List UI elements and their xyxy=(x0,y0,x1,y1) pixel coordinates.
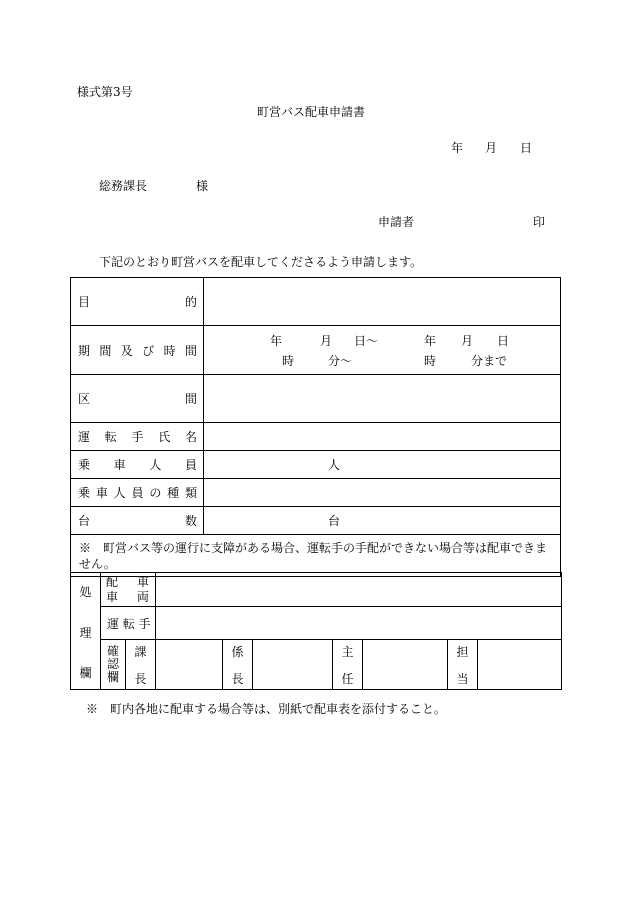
period-year2: 年 xyxy=(424,334,437,348)
period-year1: 年 xyxy=(270,334,283,348)
tanto-label xyxy=(448,640,478,690)
tanto-stamp-field[interactable] xyxy=(478,640,562,690)
label-char: 台 xyxy=(78,514,91,528)
period-min1: 分～ xyxy=(328,354,353,368)
shunin-label xyxy=(333,640,363,690)
label-char: 担 xyxy=(456,644,469,659)
label-char: 車 xyxy=(106,589,119,604)
label-char: 処 xyxy=(79,585,92,599)
vehicle-label xyxy=(101,573,156,607)
label-char: 課 xyxy=(134,644,147,659)
seal-mark: 印 xyxy=(533,215,546,229)
period-day1: 日～ xyxy=(354,334,379,348)
notice-text: ※ 町営バス等の運行に支障がある場合、運転手の手配ができない場合等は配車できません。 xyxy=(71,535,561,577)
application-table xyxy=(70,277,561,577)
period-month2: 月 xyxy=(461,334,474,348)
purpose-field[interactable] xyxy=(204,278,561,326)
label-char: の xyxy=(149,486,162,500)
date-year-label: 年 xyxy=(451,141,464,155)
label-char: 両 xyxy=(136,589,149,604)
label-char: 乗 xyxy=(78,458,91,472)
label-char: 手 xyxy=(131,430,144,444)
applicant-label: 申請者 xyxy=(378,215,415,229)
label-char: 数 xyxy=(184,514,197,528)
processing-side-label xyxy=(71,573,101,690)
section-label xyxy=(71,375,204,423)
label-char: び xyxy=(142,343,155,358)
label-char: 運 xyxy=(78,430,91,444)
form-number: 様式第3号 xyxy=(77,85,133,99)
label-char: 確 xyxy=(106,644,119,658)
addressee: 総務課長 xyxy=(99,179,148,193)
label-char: 配 xyxy=(106,574,119,589)
label-char: 及 xyxy=(120,343,133,358)
passengers-label xyxy=(71,451,204,479)
label-char: 類 xyxy=(184,486,197,500)
date-day-label: 日 xyxy=(520,141,533,155)
driver-field[interactable] xyxy=(156,607,562,640)
label-char: 係 xyxy=(231,644,244,659)
period-day2: 日 xyxy=(497,334,510,348)
label-char: 当 xyxy=(456,671,469,686)
vehicle-count-label xyxy=(71,507,204,535)
passengers-field[interactable] xyxy=(204,451,561,479)
period-field[interactable] xyxy=(204,326,561,375)
date-month-label: 月 xyxy=(485,141,498,155)
label-char: 任 xyxy=(341,671,354,686)
driver-label: 運 転 手 xyxy=(101,607,156,640)
label-char: 欄 xyxy=(106,670,119,684)
vehicle-unit: 台 xyxy=(328,514,341,528)
label-char: 転 xyxy=(104,430,117,444)
label-char: 乗 xyxy=(78,486,91,500)
period-hour1: 時 xyxy=(282,354,295,368)
period-month1: 月 xyxy=(320,334,333,348)
kacho-label xyxy=(126,640,156,690)
label-char: 車 xyxy=(95,486,108,500)
label-char: 長 xyxy=(231,671,244,686)
label-char: 期 xyxy=(78,343,91,358)
passenger-type-label xyxy=(71,479,204,507)
label-char: 認 xyxy=(106,657,119,671)
label-char: 車 xyxy=(113,458,126,472)
label-char: 主 xyxy=(341,644,354,659)
kacho-stamp-field[interactable] xyxy=(156,640,223,690)
passengers-unit: 人 xyxy=(328,458,341,472)
label-char: 種 xyxy=(167,486,180,500)
driver-name-field[interactable] xyxy=(204,423,561,451)
period-label xyxy=(71,326,204,375)
driver-name-label xyxy=(71,423,204,451)
label-char: 間 xyxy=(184,392,197,406)
label-char: 長 xyxy=(134,671,147,686)
intro-text: 下記のとおり町営バスを配車してくださるよう申請します。 xyxy=(99,255,423,269)
shunin-stamp-field[interactable] xyxy=(363,640,448,690)
label-char: 人 xyxy=(149,458,162,472)
label-char: 人 xyxy=(113,486,126,500)
label-char: 氏 xyxy=(158,430,171,444)
document-title: 町営バス配車申請書 xyxy=(257,105,366,119)
label-char: 間 xyxy=(99,343,112,358)
kakaricho-stamp-field[interactable] xyxy=(253,640,333,690)
label-char: 時 xyxy=(163,343,176,358)
processing-table xyxy=(70,572,562,690)
label-char: 区 xyxy=(78,392,91,406)
passenger-type-field[interactable] xyxy=(204,479,561,507)
vehicle-count-field[interactable] xyxy=(204,507,561,535)
label-char: 名 xyxy=(184,430,197,444)
label-char: 理 xyxy=(79,625,92,640)
honorific: 様 xyxy=(196,179,209,193)
label-char: 的 xyxy=(184,295,197,309)
label-char: 目 xyxy=(78,295,91,309)
period-hour2: 時 xyxy=(424,354,437,368)
vehicle-field[interactable] xyxy=(156,573,562,607)
period-min2: 分まで xyxy=(471,354,508,368)
kakaricho-label xyxy=(223,640,253,690)
footnote: ※ 町内各地に配車する場合等は、別紙で配車表を添付すること。 xyxy=(86,702,447,716)
confirm-label xyxy=(101,640,126,690)
section-field[interactable] xyxy=(204,375,561,423)
label-char: 員 xyxy=(131,486,144,500)
label-char: 車 xyxy=(136,574,149,589)
label-char: 員 xyxy=(184,458,197,472)
purpose-label xyxy=(71,278,204,326)
label-char: 欄 xyxy=(79,666,92,680)
label-char: 間 xyxy=(184,343,197,358)
